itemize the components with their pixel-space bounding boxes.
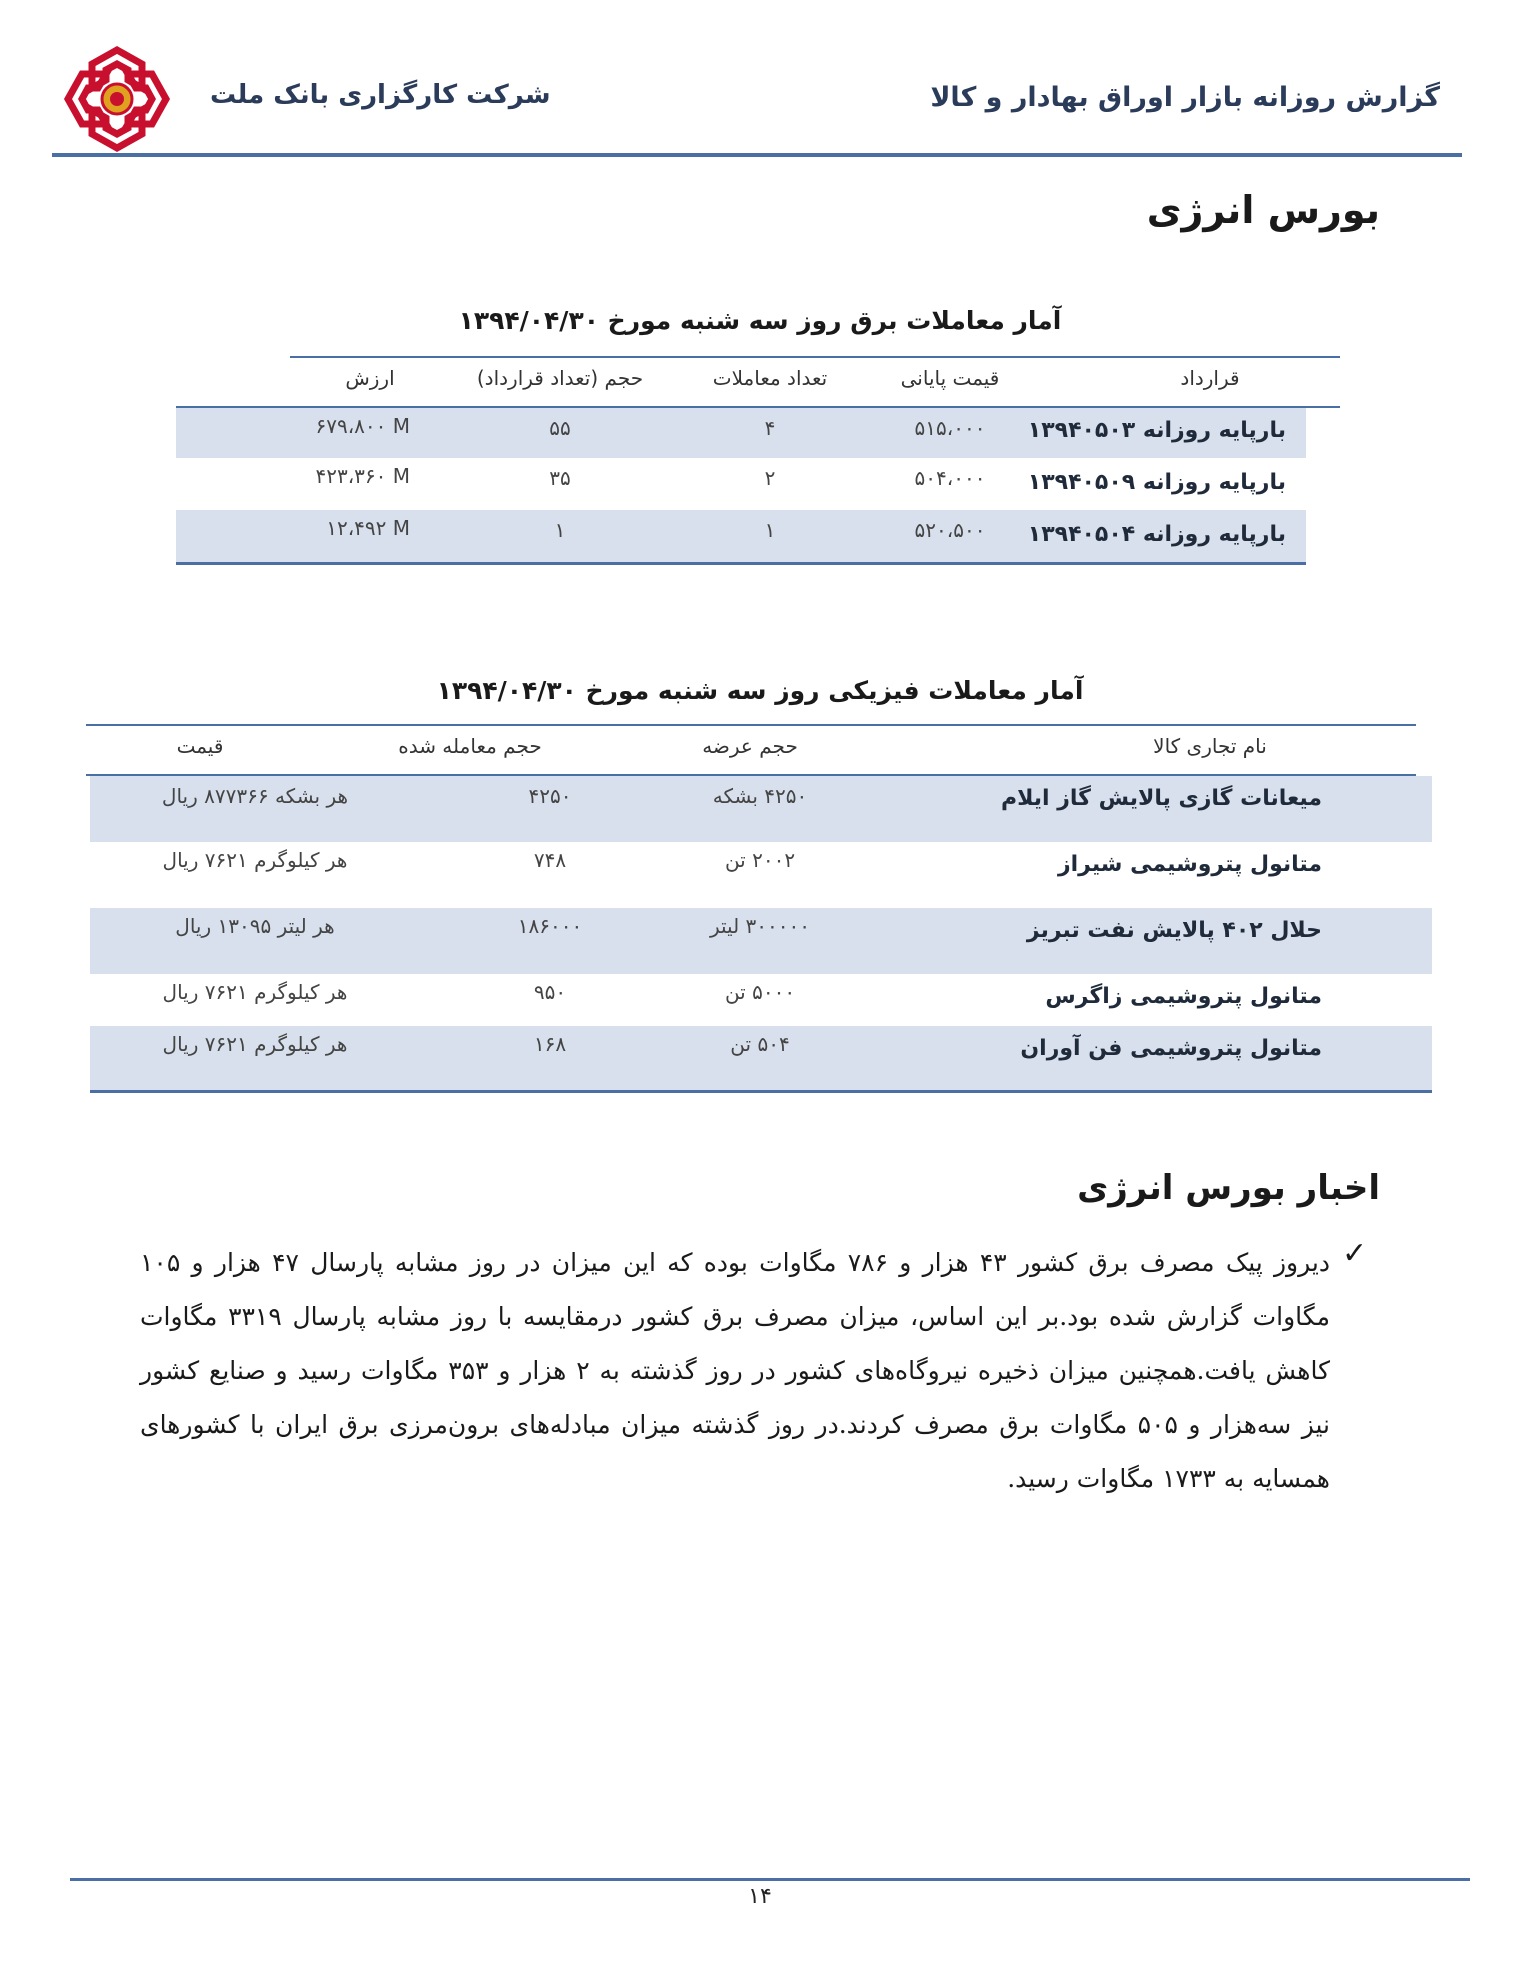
column-header-volume: حجم (تعداد قرارداد): [476, 366, 644, 390]
traded-volume: ۱۶۸: [533, 1032, 567, 1056]
supply-volume: ۵۰۴ تن: [730, 1032, 790, 1056]
footer-divider: [70, 1878, 1470, 1881]
supply-volume: ۴۲۵۰ بشکه: [712, 784, 808, 808]
physical-table-caption: آمار معاملات فیزیکی روز سه شنبه مورخ ۱۳۹۴/۰۴/۳۰: [436, 676, 1084, 705]
table-row: [90, 1026, 1432, 1090]
trades-count: ۱: [764, 518, 776, 542]
news-title: اخبار بورس انرژی: [1077, 1168, 1380, 1208]
supply-volume: ۵۰۰۰ تن: [724, 980, 796, 1004]
volume: ۳۵: [549, 466, 571, 490]
price: هر لیتر ۱۳۰۹۵ ریال: [175, 914, 335, 938]
column-header-commodity: نام تجاری کالا: [1153, 734, 1267, 758]
report-title: گزارش روزانه بازار اوراق بهادار و کالا: [930, 82, 1440, 113]
contract-name: بارپایه روزانه ۱۳۹۴۰۵۰۴: [1027, 522, 1286, 547]
final-price: ۵۲۰،۵۰۰: [914, 518, 986, 542]
final-price: ۵۰۴،۰۰۰: [914, 466, 986, 490]
table-row: [90, 776, 1432, 842]
traded-volume: ۷۴۸: [533, 848, 567, 872]
column-header-supply: حجم عرضه: [702, 734, 798, 758]
table-row: [90, 842, 1432, 908]
bank-mellat-logo-icon: [62, 44, 172, 154]
commodity-name: متانول پتروشیمی شیراز: [1057, 852, 1322, 877]
supply-volume: ۳۰۰۰۰۰ لیتر: [709, 914, 810, 938]
table-row: [176, 458, 1306, 508]
trades-count: ۴: [764, 416, 776, 440]
column-header-traded: حجم معامله شده: [398, 734, 542, 758]
final-price: ۵۱۵،۰۰۰: [914, 416, 986, 440]
price: هر کیلوگرم ۷۶۲۱ ریال: [162, 848, 348, 872]
price: هر بشکه ۸۷۷۳۶۶ ریال: [161, 784, 349, 808]
supply-volume: ۲۰۰۲ تن: [724, 848, 796, 872]
column-header-final-price: قیمت پایانی: [900, 366, 1000, 390]
traded-volume: ۹۵۰: [533, 980, 567, 1004]
table-row: [176, 408, 1306, 458]
news-paragraph: دیروز پیک مصرف برق کشور ۴۳ هزار و ۷۸۶ مگاوات بوده که این میزان در روز مشابه پارسال ۴۷ هزار و ۱۰۵ مگاوات گزارش شده بود.بر این اساس، میزان مصرف برق کشور درمقایسه با روز مشابه پارسال ۳۳۱۹ مگاوات کاهش یافت.همچنین میزان ذخیره نیروگاه‌های کشور در روز گذشته به ۲ هزار و ۳۵۳ مگاوات رسید و صنایع کشور نیز سه‌هزار و ۵۰۵ مگاوات برق مصرف کردند.در روز گذشته میزان مبادله‌های برون‌مرزی برق ایران با کشورهای همسایه به ۱۷۳۳ مگاوات رسید.: [140, 1248, 1330, 1493]
table-rule: [90, 1090, 1432, 1093]
table-row: [176, 510, 1306, 562]
table-rule: [86, 724, 1416, 726]
trades-count: ۲: [764, 466, 776, 490]
price: هر کیلوگرم ۷۶۲۱ ریال: [162, 1032, 348, 1056]
company-logo: [62, 44, 172, 154]
column-header-contract: قرارداد: [1180, 366, 1240, 390]
contract-name: بارپایه روزانه ۱۳۹۴۰۵۰۳: [1027, 418, 1286, 443]
trade-value: ۴۲۳،۳۶۰ M: [315, 464, 410, 488]
column-header-value: ارزش: [345, 366, 395, 390]
price: هر کیلوگرم ۷۶۲۱ ریال: [162, 980, 348, 1004]
commodity-name: حلال ۴۰۲ پالایش نفت تبریز: [1026, 918, 1322, 943]
commodity-name: متانول پتروشیمی فن آوران: [1020, 1036, 1322, 1061]
column-header-price: قیمت: [176, 734, 224, 758]
table-rule: [290, 356, 1340, 358]
volume: ۱: [554, 518, 566, 542]
page-number: ۱۴: [748, 1884, 772, 1909]
checkmark-icon: ✓: [1342, 1236, 1368, 1271]
commodity-name: میعانات گازی پالایش گاز ایلام: [1000, 786, 1322, 811]
commodity-name: متانول پتروشیمی زاگرس: [1045, 984, 1322, 1009]
electricity-table-caption: آمار معاملات برق روز سه شنبه مورخ ۱۳۹۴/۰۴/۳۰: [458, 306, 1062, 335]
traded-volume: ۱۸۶۰۰۰: [517, 914, 583, 938]
trade-value: ۱۲،۴۹۲ M: [326, 516, 410, 540]
table-row: [90, 974, 1432, 1026]
contract-name: بارپایه روزانه ۱۳۹۴۰۵۰۹: [1027, 470, 1286, 495]
section-title: بورس انرژی: [1146, 188, 1380, 232]
header-divider: [52, 153, 1462, 157]
company-name: شرکت کارگزاری بانک ملت: [210, 80, 551, 110]
trade-value: ۶۷۹،۸۰۰ M: [315, 414, 410, 438]
table-rule: [176, 562, 1306, 565]
table-row: [90, 908, 1432, 974]
column-header-trades: تعداد معاملات: [712, 366, 828, 390]
volume: ۵۵: [549, 416, 571, 440]
traded-volume: ۴۲۵۰: [528, 784, 572, 808]
